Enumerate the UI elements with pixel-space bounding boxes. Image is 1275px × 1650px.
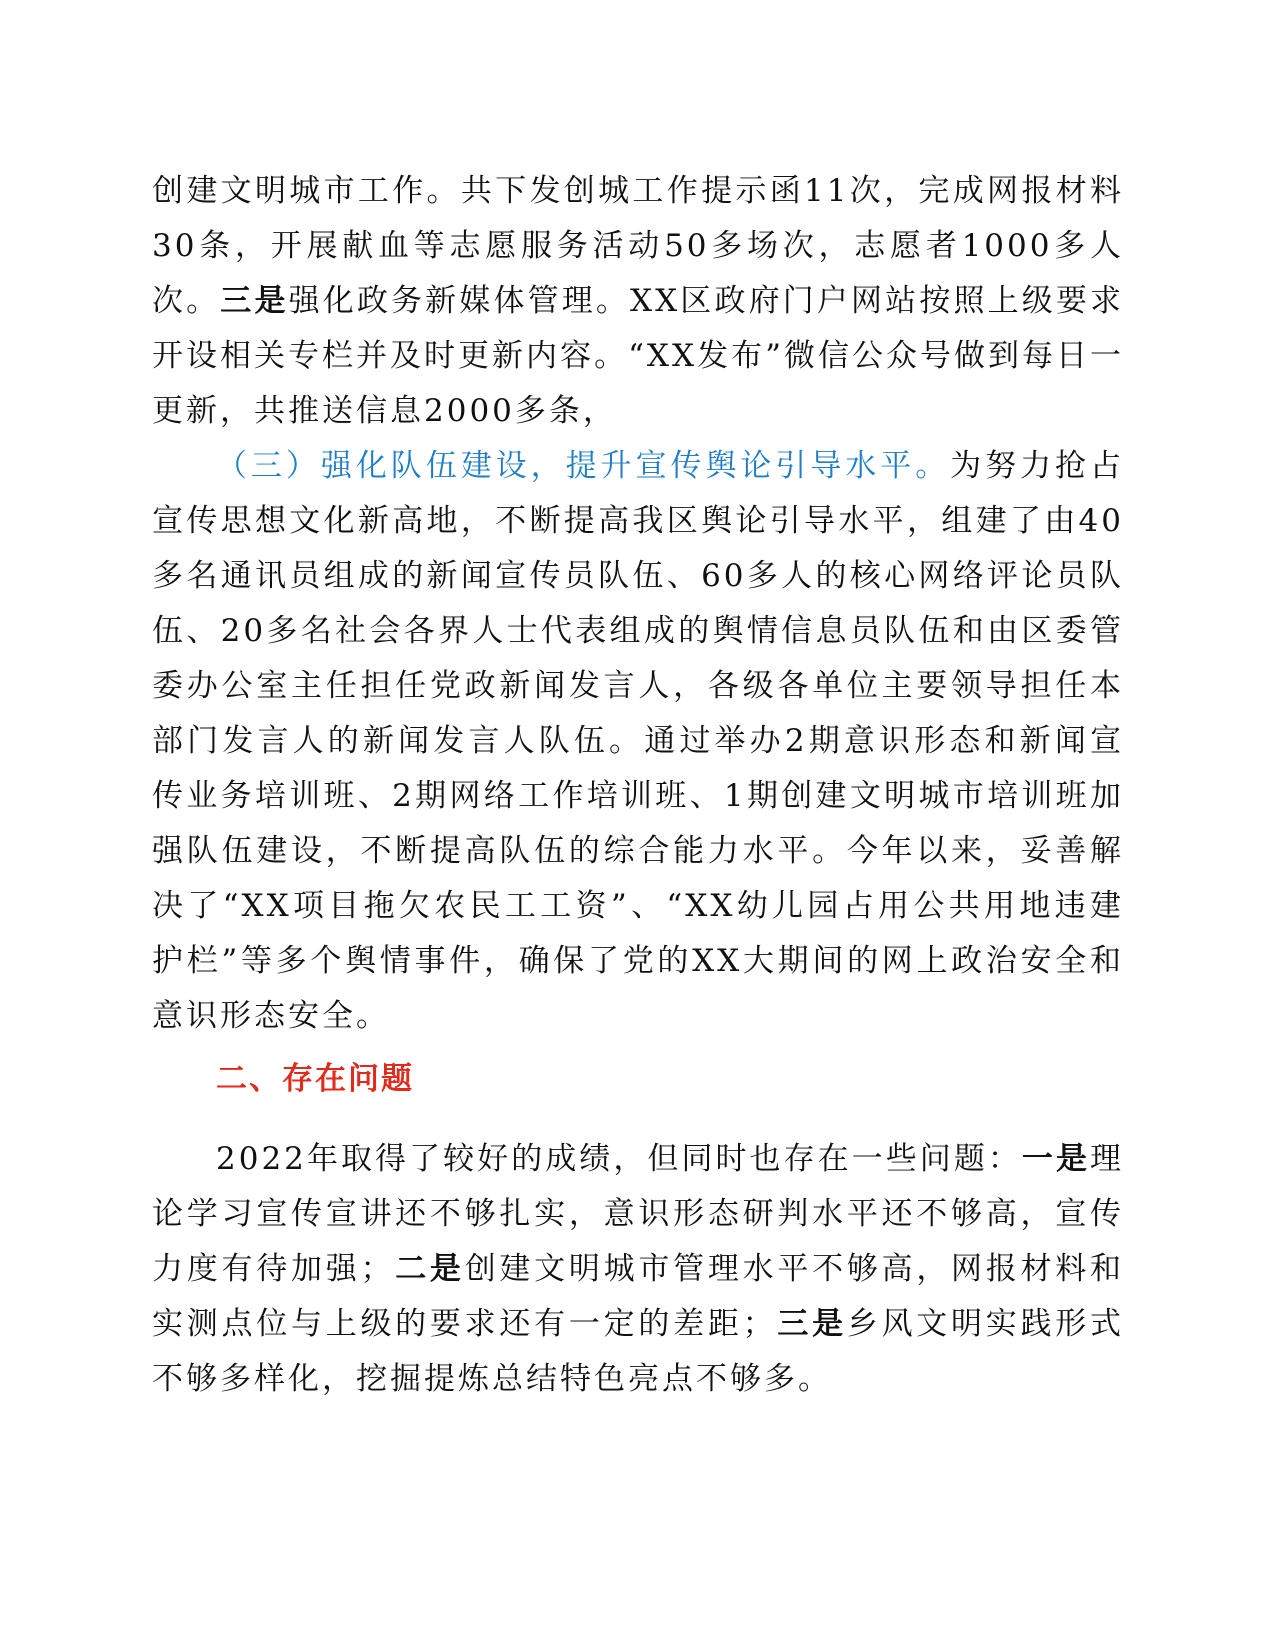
paragraph-text: 强化政务新媒体管理。XX区政府门户网站按照上级要求开设相关专栏并及时更新内容。“XX发布”微信公众号做到每日一更新，共推送信息2000多条， <box>152 283 1125 429</box>
paragraph-continuation <box>152 164 1124 439</box>
paragraph-team-building <box>152 439 1124 1044</box>
paragraph-problems <box>152 1132 1124 1407</box>
section-heading: 二、存在问题 <box>216 1061 414 1097</box>
bold-ordinal: 二是 <box>394 1251 465 1287</box>
paragraph-text: 理论学习宣传宣讲还不够扎实，意识形态研判水平还不够高，宣传力度有待加强； <box>152 1141 1125 1287</box>
paragraph-text: 创建文明城市工作。共下发创城工作提示函11次，完成网报材料30条，开展献血等志愿服务活动50多场次，志愿者1000多人次。 <box>152 173 1124 319</box>
bold-ordinal: 三是 <box>220 283 289 319</box>
paragraph-text: 2022年取得了较好的成绩，但同时也存在一些问题： <box>216 1141 1022 1177</box>
paragraph-text: 创建文明城市管理水平不够高，网报材料和实测点位与上级的要求还有一定的差距； <box>152 1251 1125 1342</box>
bold-ordinal: 一是 <box>1021 1141 1091 1177</box>
paragraph-text: 为努力抢占宣传思想文化新高地，不断提高我区舆论引导水平，组建了由40多名通讯员组成的新闻宣传员队伍、60多人的核心网络评论员队伍、20多名社会各界人士代表组成的舆情信息员队伍和由区委管委办公室主任担任党政新闻发言人，各级各单位主要领导担任本部门发言人的新闻发言人队伍。通过举办2期意识形态和新闻宣传业务培训班、2期网络工作培训班、1期创建文明城市培训班加强队伍建设，不断提高队伍的综合能力水平。今年以来，妥善解决了“XX项目拖欠农民工工资”、“XX幼儿园占用公共用地违建护栏”等多个舆情事件，确保了党的XX大期间的网上政治安全和意识形态安全。 <box>152 448 1125 1034</box>
subsection-lead: （三）强化队伍建设，提升宣传舆论引导水平。 <box>216 448 951 484</box>
paragraph-text: 乡风文明实践形式不够多样化，挖掘提炼总结特色亮点不够多。 <box>152 1306 1125 1397</box>
bold-ordinal: 三是 <box>776 1306 847 1342</box>
document-body <box>152 164 1124 1407</box>
